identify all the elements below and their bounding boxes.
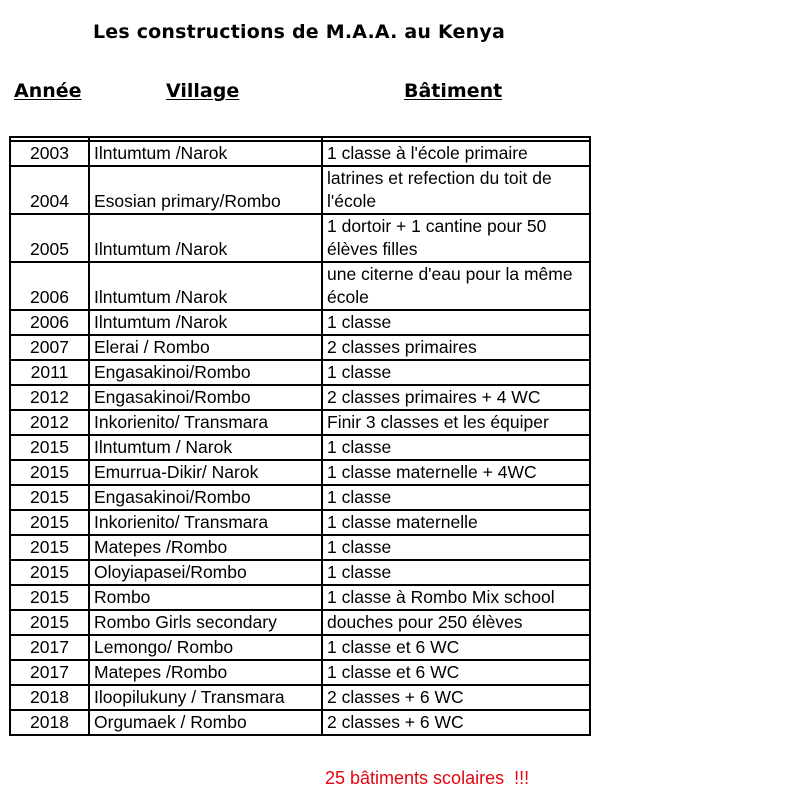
cell-annee: 2007 bbox=[10, 335, 89, 360]
cell-batiment: 1 classe bbox=[322, 310, 590, 335]
table-row bbox=[10, 710, 590, 735]
constructions-table bbox=[9, 136, 591, 736]
cell-village: Ilntumtum /Narok bbox=[89, 214, 322, 262]
cell-village: Esosian primary/Rombo bbox=[89, 166, 322, 214]
cell-village: Ilntumtum /Narok bbox=[89, 310, 322, 335]
cell-batiment: 1 classe bbox=[322, 535, 590, 560]
cell-batiment: 1 dortoir + 1 cantine pour 50 élèves filles bbox=[322, 214, 590, 262]
cell-batiment: 1 classe à l'école primaire bbox=[322, 141, 590, 166]
cell-village: Ilntumtum /Narok bbox=[89, 262, 322, 310]
cell-annee: 2015 bbox=[10, 435, 89, 460]
table-row bbox=[10, 335, 590, 360]
cell-village: Ilntumtum / Narok bbox=[89, 435, 322, 460]
cell-village: Inkorienito/ Transmara bbox=[89, 410, 322, 435]
table-row bbox=[10, 141, 590, 166]
cell-annee: 2015 bbox=[10, 610, 89, 635]
cell-annee: 2003 bbox=[10, 141, 89, 166]
table-row bbox=[10, 510, 590, 535]
header-annee: Année bbox=[14, 80, 82, 102]
cell-annee: 2004 bbox=[10, 166, 89, 214]
table-row bbox=[10, 460, 590, 485]
cell-batiment: 2 classes primaires + 4 WC bbox=[322, 385, 590, 410]
cell-village: Matepes /Rombo bbox=[89, 535, 322, 560]
cell-annee: 2015 bbox=[10, 585, 89, 610]
cell-village: Emurrua-Dikir/ Narok bbox=[89, 460, 322, 485]
table-row bbox=[10, 585, 590, 610]
cell-village: Orgumaek / Rombo bbox=[89, 710, 322, 735]
cell-batiment: 1 classe bbox=[322, 360, 590, 385]
cell-annee: 2015 bbox=[10, 485, 89, 510]
cell-annee: 2017 bbox=[10, 635, 89, 660]
cell-village: Elerai / Rombo bbox=[89, 335, 322, 360]
table-row bbox=[10, 435, 590, 460]
cell-village: Inkorienito/ Transmara bbox=[89, 510, 322, 535]
table-row bbox=[10, 385, 590, 410]
table-row bbox=[10, 560, 590, 585]
cell-village: Engasakinoi/Rombo bbox=[89, 485, 322, 510]
table-row bbox=[10, 685, 590, 710]
cell-batiment: 1 classe maternelle + 4WC bbox=[322, 460, 590, 485]
table-row bbox=[10, 214, 590, 262]
cell-village: Engasakinoi/Rombo bbox=[89, 385, 322, 410]
cell-village: Engasakinoi/Rombo bbox=[89, 360, 322, 385]
page-title: Les constructions de M.A.A. au Kenya bbox=[93, 21, 505, 43]
cell-batiment: 1 classe bbox=[322, 560, 590, 585]
cell-batiment: 1 classe maternelle bbox=[322, 510, 590, 535]
cell-batiment: 2 classes + 6 WC bbox=[322, 685, 590, 710]
cell-annee: 2015 bbox=[10, 560, 89, 585]
table-row bbox=[10, 660, 590, 685]
table-row bbox=[10, 610, 590, 635]
cell-annee: 2018 bbox=[10, 685, 89, 710]
cell-village: Rombo Girls secondary bbox=[89, 610, 322, 635]
cell-village: Rombo bbox=[89, 585, 322, 610]
table-row bbox=[10, 635, 590, 660]
cell-annee: 2006 bbox=[10, 310, 89, 335]
cell-annee: 2015 bbox=[10, 460, 89, 485]
table-row bbox=[10, 310, 590, 335]
cell-batiment: latrines et refection du toit de l'école bbox=[322, 166, 590, 214]
cell-batiment: une citerne d'eau pour la même école bbox=[322, 262, 590, 310]
cell-village: Lemongo/ Rombo bbox=[89, 635, 322, 660]
cell-annee: 2015 bbox=[10, 510, 89, 535]
cell-batiment: 1 classe bbox=[322, 485, 590, 510]
cell-annee: 2015 bbox=[10, 535, 89, 560]
table-row bbox=[10, 485, 590, 510]
table-row bbox=[10, 410, 590, 435]
cell-batiment: Finir 3 classes et les équiper bbox=[322, 410, 590, 435]
cell-annee: 2018 bbox=[10, 710, 89, 735]
cell-village: Ilntumtum /Narok bbox=[89, 141, 322, 166]
table-row bbox=[10, 360, 590, 385]
cell-village: Oloyiapasei/Rombo bbox=[89, 560, 322, 585]
cell-batiment: 2 classes + 6 WC bbox=[322, 710, 590, 735]
table-row bbox=[10, 166, 590, 214]
header-village: Village bbox=[166, 80, 240, 102]
footer-note: 25 bâtiments scolaires !!! bbox=[325, 768, 530, 788]
table-row bbox=[10, 262, 590, 310]
cell-batiment: 2 classes primaires bbox=[322, 335, 590, 360]
cell-batiment: douches pour 250 élèves bbox=[322, 610, 590, 635]
cell-batiment: 1 classe et 6 WC bbox=[322, 660, 590, 685]
cell-batiment: 1 classe et 6 WC bbox=[322, 635, 590, 660]
table-body bbox=[10, 137, 590, 735]
cell-annee: 2011 bbox=[10, 360, 89, 385]
header-batiment: Bâtiment bbox=[404, 80, 503, 102]
cell-village: Matepes /Rombo bbox=[89, 660, 322, 685]
table-row bbox=[10, 535, 590, 560]
cell-annee: 2012 bbox=[10, 410, 89, 435]
cell-village: Iloopilukuny / Transmara bbox=[89, 685, 322, 710]
cell-annee: 2012 bbox=[10, 385, 89, 410]
cell-batiment: 1 classe à Rombo Mix school bbox=[322, 585, 590, 610]
cell-annee: 2006 bbox=[10, 262, 89, 310]
cell-batiment: 1 classe bbox=[322, 435, 590, 460]
cell-annee: 2017 bbox=[10, 660, 89, 685]
cell-annee: 2005 bbox=[10, 214, 89, 262]
